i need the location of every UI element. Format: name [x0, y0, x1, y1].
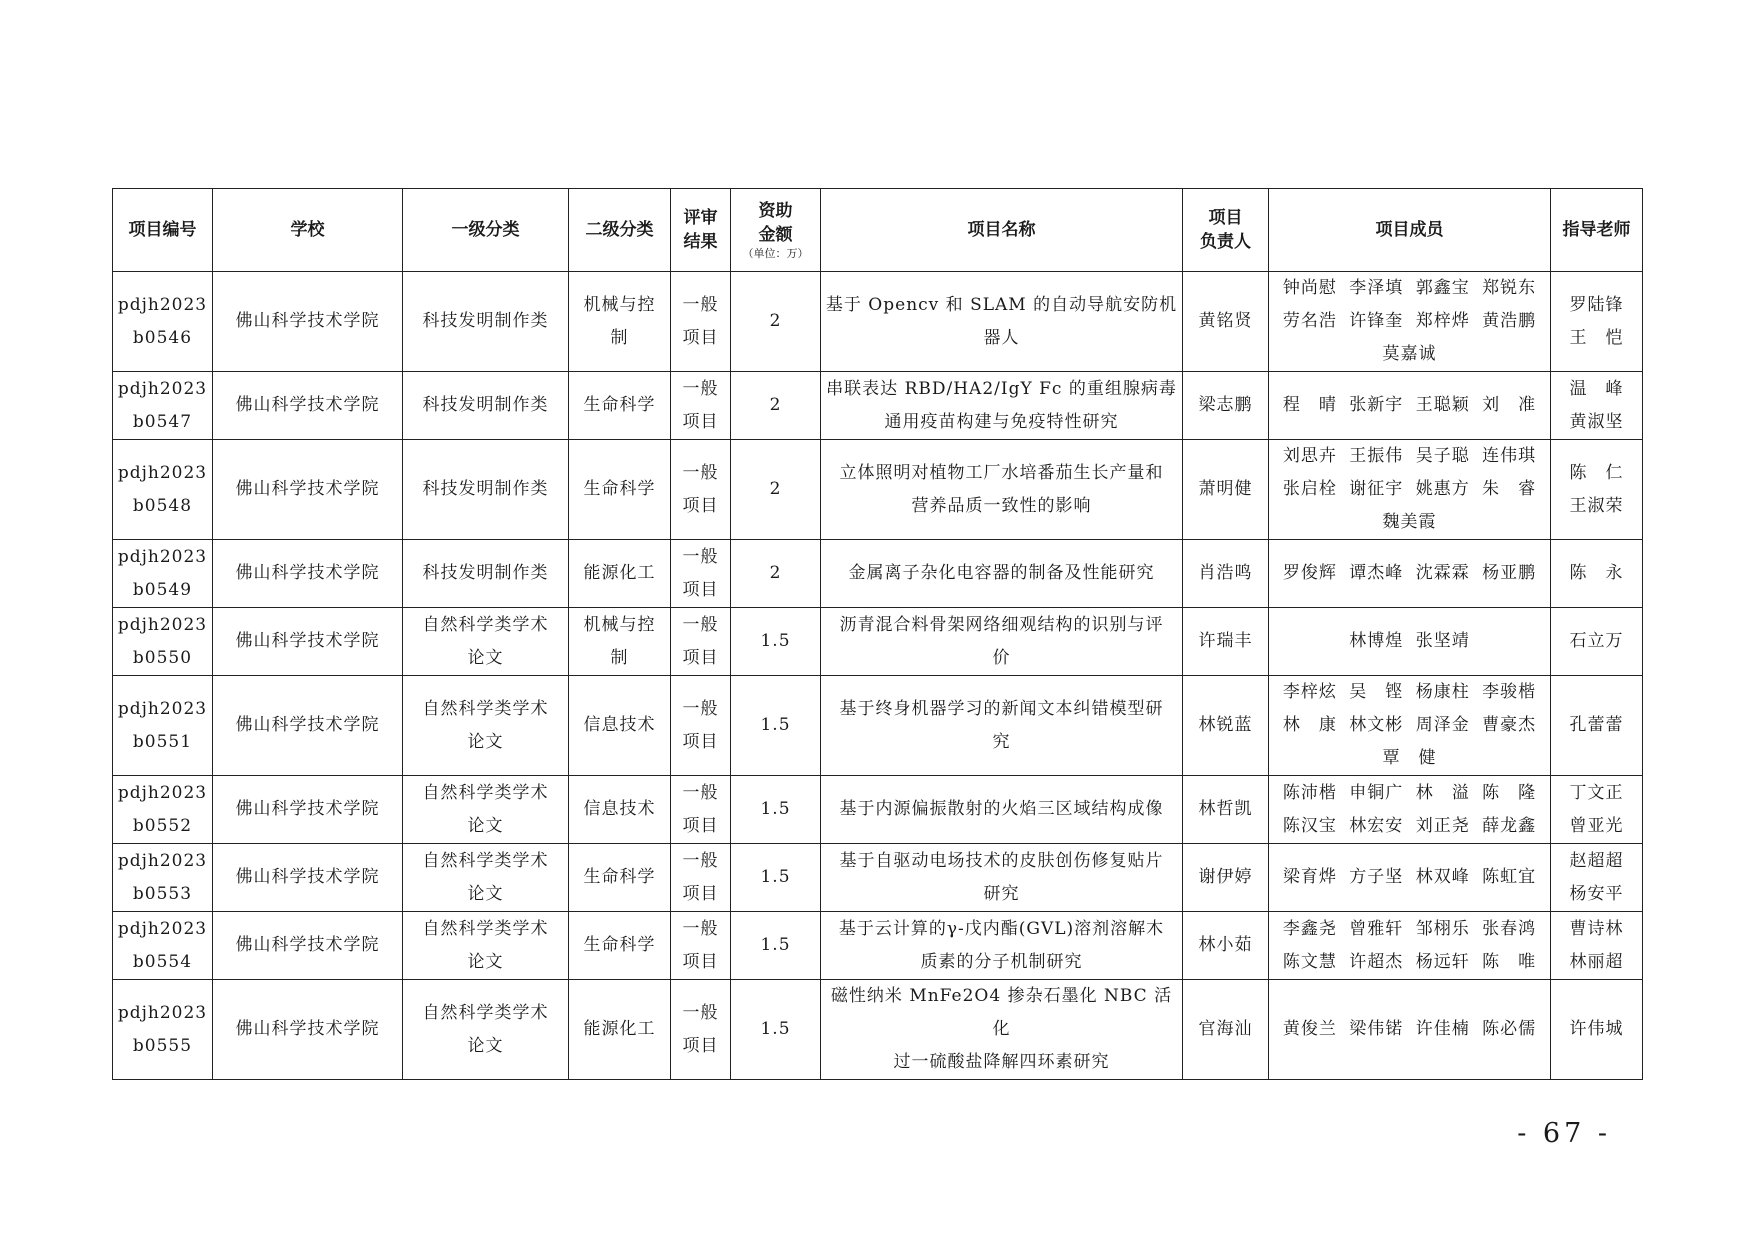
table-row	[113, 372, 1643, 440]
cell-code-line: b0554	[132, 951, 193, 972]
cell-result	[671, 912, 731, 980]
cell-project-name-line: 磁性纳米 MnFe2O4 掺杂石墨化 NBC 活化	[830, 986, 1173, 1039]
cell-code	[113, 912, 213, 980]
cell-project-name	[821, 844, 1183, 912]
cell-members-line: 罗俊辉 谭杰峰 沈霖霖 杨亚鹏	[1282, 563, 1537, 583]
cell-school: 佛山科学技术学院	[213, 776, 403, 844]
cell-category1-line: 论文	[467, 815, 504, 836]
cell-result	[671, 980, 731, 1080]
header-funding	[731, 189, 821, 272]
header-review-result-line: 结果	[683, 232, 718, 252]
cell-result	[671, 272, 731, 372]
cell-school: 佛山科学技术学院	[213, 440, 403, 540]
cell-code-line: pdjh2023	[117, 378, 208, 399]
cell-advisor-line: 温 峰	[1569, 378, 1624, 399]
cell-school: 佛山科学技术学院	[213, 608, 403, 676]
cell-category2-line: 制	[610, 327, 629, 348]
cell-school: 佛山科学技术学院	[213, 540, 403, 608]
header-funding-line: 资助	[758, 201, 793, 221]
cell-category1-line: 论文	[467, 647, 504, 668]
cell-code-line: pdjh2023	[117, 698, 208, 719]
cell-result	[671, 608, 731, 676]
cell-category1	[403, 980, 569, 1080]
cell-advisor	[1551, 912, 1643, 980]
cell-category1-line: 科技发明制作类	[422, 311, 549, 331]
table-row	[113, 440, 1643, 540]
cell-members	[1269, 676, 1551, 776]
cell-project-name-line: 研究	[983, 883, 1020, 904]
cell-category1-line: 自然科学类学术	[422, 698, 549, 719]
cell-category1-line: 科技发明制作类	[422, 395, 549, 415]
cell-advisor	[1551, 676, 1643, 776]
cell-members-line: 陈文慧 许超杰 杨远轩 陈 唯	[1282, 951, 1537, 972]
cell-funding: 2	[731, 272, 821, 372]
cell-project-name	[821, 676, 1183, 776]
cell-code	[113, 776, 213, 844]
cell-members	[1269, 776, 1551, 844]
cell-advisor-line: 杨安平	[1569, 883, 1624, 904]
cell-code-line: b0551	[132, 731, 193, 752]
cell-category1-line: 科技发明制作类	[422, 479, 549, 499]
cell-code-line: b0549	[132, 579, 193, 600]
cell-project-name	[821, 272, 1183, 372]
cell-advisor-line: 孔蕾蕾	[1569, 715, 1624, 735]
cell-result-line: 一般	[682, 294, 719, 315]
cell-leader: 林小茹	[1183, 912, 1269, 980]
cell-category1-line: 科技发明制作类	[422, 563, 549, 583]
cell-category2-line: 制	[610, 647, 629, 668]
cell-result-line: 项目	[682, 327, 719, 348]
cell-category1-line: 论文	[467, 731, 504, 752]
cell-result-line: 一般	[682, 782, 719, 803]
header-review-result-line: 评审	[683, 208, 718, 228]
cell-advisor-line: 王淑荣	[1569, 495, 1624, 516]
cell-result	[671, 776, 731, 844]
cell-members	[1269, 272, 1551, 372]
cell-category2	[569, 776, 671, 844]
cell-code	[113, 372, 213, 440]
cell-project-name-line: 基于终身机器学习的新闻文本纠错模型研	[839, 698, 1164, 719]
cell-members	[1269, 440, 1551, 540]
cell-result-line: 项目	[682, 1035, 719, 1056]
cell-project-name	[821, 540, 1183, 608]
cell-advisor-line: 林丽超	[1569, 951, 1624, 972]
cell-funding: 1.5	[731, 912, 821, 980]
cell-code-line: b0552	[132, 815, 193, 836]
cell-category2	[569, 676, 671, 776]
table-row	[113, 776, 1643, 844]
cell-funding: 1.5	[731, 676, 821, 776]
cell-category2-line: 能源化工	[583, 563, 656, 583]
cell-code-line: pdjh2023	[117, 1002, 208, 1023]
cell-category2-line: 生命科学	[583, 479, 656, 499]
cell-category1	[403, 372, 569, 440]
cell-result	[671, 440, 731, 540]
cell-project-name	[821, 608, 1183, 676]
cell-code-line: pdjh2023	[117, 294, 208, 315]
cell-advisor-line: 黄淑坚	[1569, 411, 1624, 432]
header-funding-unit: （单位：万）	[742, 247, 809, 260]
cell-result-line: 项目	[682, 411, 719, 432]
cell-result	[671, 540, 731, 608]
page-number: - 67 -	[1517, 1118, 1611, 1149]
cell-code-line: b0548	[132, 495, 193, 516]
cell-category1-line: 自然科学类学术	[422, 614, 549, 635]
cell-school: 佛山科学技术学院	[213, 676, 403, 776]
cell-project-name-line: 金属离子杂化电容器的制备及性能研究	[848, 563, 1155, 583]
cell-category2	[569, 608, 671, 676]
cell-members	[1269, 980, 1551, 1080]
cell-category2-line: 能源化工	[583, 1019, 656, 1039]
header-school: 学校	[213, 189, 403, 272]
table-row	[113, 912, 1643, 980]
cell-members-line: 陈沛楷 申铜广 林 溢 陈 隆	[1282, 782, 1537, 803]
cell-code-line: pdjh2023	[117, 614, 208, 635]
cell-funding: 2	[731, 540, 821, 608]
cell-project-name-line: 立体照明对植物工厂水培番茄生长产量和	[839, 462, 1164, 483]
cell-code-line: pdjh2023	[117, 462, 208, 483]
cell-category1-line: 自然科学类学术	[422, 782, 549, 803]
cell-advisor-line: 赵超超	[1569, 850, 1624, 871]
cell-code-line: pdjh2023	[117, 850, 208, 871]
cell-members-line: 程 晴 张新宇 王聪颖 刘 准	[1282, 395, 1537, 415]
cell-advisor-line: 许伟城	[1569, 1019, 1624, 1039]
cell-category1-line: 自然科学类学术	[422, 1002, 549, 1023]
cell-funding: 1.5	[731, 608, 821, 676]
cell-advisor	[1551, 372, 1643, 440]
cell-leader: 林哲凯	[1183, 776, 1269, 844]
cell-category1-line: 论文	[467, 883, 504, 904]
cell-category2-line: 机械与控	[583, 614, 656, 635]
cell-project-name	[821, 372, 1183, 440]
cell-result-line: 一般	[682, 918, 719, 939]
cell-advisor	[1551, 272, 1643, 372]
cell-advisor	[1551, 980, 1643, 1080]
cell-project-name-line: 器人	[983, 327, 1020, 348]
table-row	[113, 980, 1643, 1080]
cell-category1	[403, 540, 569, 608]
cell-advisor-line: 曾亚光	[1569, 815, 1624, 836]
cell-members-line: 张启栓 谢征宇 姚惠方 朱 睿	[1282, 479, 1537, 499]
cell-members	[1269, 372, 1551, 440]
cell-members-line: 林 康 林文彬 周泽金 曹豪杰	[1282, 715, 1537, 735]
cell-result-line: 项目	[682, 579, 719, 600]
cell-code-line: b0550	[132, 647, 193, 668]
cell-project-name-line: 串联表达 RBD/HA2/IgY Fc 的重组腺病毒	[826, 378, 1177, 399]
cell-result-line: 一般	[682, 698, 719, 719]
cell-project-name-line: 究	[992, 731, 1011, 752]
cell-advisor-line: 丁文正	[1569, 782, 1624, 803]
cell-advisor	[1551, 440, 1643, 540]
cell-funding: 1.5	[731, 844, 821, 912]
cell-code-line: pdjh2023	[117, 918, 208, 939]
cell-advisor	[1551, 776, 1643, 844]
cell-category1-line: 自然科学类学术	[422, 850, 549, 871]
cell-code-line: b0555	[132, 1035, 193, 1056]
cell-code	[113, 540, 213, 608]
cell-code-line: b0553	[132, 883, 193, 904]
cell-result-line: 一般	[682, 546, 719, 567]
cell-members-line: 李鑫尧 曾雅轩 邹栩乐 张春鸿	[1282, 918, 1537, 939]
cell-leader: 官海汕	[1183, 980, 1269, 1080]
cell-category1	[403, 440, 569, 540]
header-leader-line: 负责人	[1200, 232, 1251, 252]
cell-category2-line: 机械与控	[583, 294, 656, 315]
cell-project-name-line: 质素的分子机制研究	[920, 951, 1083, 972]
cell-members-line: 黄俊兰 梁伟锘 许佳楠 陈必儒	[1282, 1019, 1537, 1039]
cell-category2	[569, 980, 671, 1080]
cell-members	[1269, 540, 1551, 608]
cell-category2-line: 生命科学	[583, 867, 656, 887]
cell-code	[113, 844, 213, 912]
cell-members-line: 覃 健	[1382, 748, 1437, 768]
cell-category1	[403, 776, 569, 844]
cell-category1-line: 论文	[467, 951, 504, 972]
cell-school: 佛山科学技术学院	[213, 372, 403, 440]
cell-leader: 肖浩鸣	[1183, 540, 1269, 608]
cell-project-name-line: 基于内源偏振散射的火焰三区域结构成像	[839, 799, 1164, 819]
cell-members-line: 林博煌 张坚靖	[1349, 631, 1470, 651]
cell-category2	[569, 912, 671, 980]
cell-members-line: 陈汉宝 林宏安 刘正尧 薛龙鑫	[1282, 815, 1537, 836]
cell-members	[1269, 608, 1551, 676]
header-category2: 二级分类	[569, 189, 671, 272]
cell-funding: 2	[731, 440, 821, 540]
cell-leader: 林锐蓝	[1183, 676, 1269, 776]
table-row	[113, 676, 1643, 776]
cell-code-line: pdjh2023	[117, 546, 208, 567]
cell-result-line: 一般	[682, 850, 719, 871]
cell-funding: 2	[731, 372, 821, 440]
cell-members-line: 梁育烨 方子坚 林双峰 陈虹宜	[1282, 867, 1537, 887]
cell-project-name-line: 基于云计算的γ-戊内酯(GVL)溶剂溶解木	[838, 918, 1165, 939]
cell-code-line: b0547	[132, 411, 193, 432]
cell-result-line: 一般	[682, 614, 719, 635]
cell-result-line: 项目	[682, 951, 719, 972]
cell-members-line: 劳名浩 许锋奎 郑梓烨 黄浩鹏	[1282, 311, 1537, 331]
cell-leader: 许瑞丰	[1183, 608, 1269, 676]
cell-category2	[569, 440, 671, 540]
cell-code	[113, 608, 213, 676]
cell-result	[671, 372, 731, 440]
cell-advisor-line: 陈 仁	[1569, 462, 1624, 483]
cell-leader: 黄铭贤	[1183, 272, 1269, 372]
cell-result	[671, 676, 731, 776]
cell-advisor-line: 曹诗林	[1569, 918, 1624, 939]
cell-members-line: 魏美霞	[1382, 512, 1437, 532]
header-leader-line: 项目	[1208, 208, 1243, 228]
table-row	[113, 844, 1643, 912]
cell-advisor	[1551, 540, 1643, 608]
header-project-name: 项目名称	[821, 189, 1183, 272]
cell-category2	[569, 272, 671, 372]
cell-result-line: 项目	[682, 731, 719, 752]
cell-category1	[403, 912, 569, 980]
cell-code-line: pdjh2023	[117, 782, 208, 803]
cell-code	[113, 272, 213, 372]
cell-project-name-line: 通用疫苗构建与免疫特性研究	[884, 411, 1119, 432]
cell-members	[1269, 912, 1551, 980]
header-code: 项目编号	[113, 189, 213, 272]
cell-leader: 梁志鹏	[1183, 372, 1269, 440]
cell-project-name	[821, 980, 1183, 1080]
cell-category2	[569, 540, 671, 608]
cell-result-line: 项目	[682, 815, 719, 836]
cell-advisor-line: 罗陆锋	[1569, 294, 1624, 315]
header-row	[113, 189, 1643, 272]
cell-result-line: 一般	[682, 462, 719, 483]
header-members: 项目成员	[1269, 189, 1551, 272]
table-row	[113, 540, 1643, 608]
cell-project-name-line: 过一硫酸盐降解四环素研究	[893, 1052, 1110, 1072]
cell-category2-line: 生命科学	[583, 935, 656, 955]
cell-result-line: 项目	[682, 647, 719, 668]
cell-category1	[403, 676, 569, 776]
cell-result-line: 一般	[682, 378, 719, 399]
cell-project-name	[821, 440, 1183, 540]
cell-category1-line: 论文	[467, 1035, 504, 1056]
cell-project-name-line: 基于 Opencv 和 SLAM 的自动导航安防机	[825, 294, 1178, 315]
header-leader	[1183, 189, 1269, 272]
header-advisor: 指导老师	[1551, 189, 1643, 272]
cell-project-name	[821, 912, 1183, 980]
cell-category1	[403, 272, 569, 372]
cell-category1	[403, 608, 569, 676]
cell-result	[671, 844, 731, 912]
cell-project-name-line: 基于自驱动电场技术的皮肤创伤修复贴片	[839, 850, 1164, 871]
header-funding-line: 金额	[758, 225, 793, 245]
cell-members	[1269, 844, 1551, 912]
header-category1: 一级分类	[403, 189, 569, 272]
cell-category1	[403, 844, 569, 912]
cell-project-name	[821, 776, 1183, 844]
cell-category2-line: 信息技术	[583, 715, 656, 735]
cell-result-line: 项目	[682, 495, 719, 516]
table-row	[113, 272, 1643, 372]
cell-leader: 萧明健	[1183, 440, 1269, 540]
cell-advisor-line: 王 恺	[1569, 327, 1624, 348]
cell-code	[113, 676, 213, 776]
cell-school: 佛山科学技术学院	[213, 912, 403, 980]
cell-school: 佛山科学技术学院	[213, 272, 403, 372]
cell-funding: 1.5	[731, 776, 821, 844]
cell-category2-line: 生命科学	[583, 395, 656, 415]
cell-advisor	[1551, 844, 1643, 912]
cell-advisor	[1551, 608, 1643, 676]
table-row	[113, 608, 1643, 676]
header-review-result	[671, 189, 731, 272]
cell-members-line: 钟尚慰 李泽填 郭鑫宝 郑锐东	[1282, 278, 1537, 298]
cell-category2	[569, 372, 671, 440]
cell-category2	[569, 844, 671, 912]
cell-members-line: 刘思卉 王振伟 吴子聪 连伟琪	[1282, 446, 1537, 466]
cell-members-line: 莫嘉诚	[1382, 344, 1437, 364]
cell-project-name-line: 价	[992, 647, 1011, 668]
cell-project-name-line: 营养品质一致性的影响	[911, 495, 1092, 516]
cell-project-name-line: 沥青混合料骨架网络细观结构的识别与评	[839, 614, 1164, 635]
cell-category1-line: 自然科学类学术	[422, 918, 549, 939]
cell-advisor-line: 陈 永	[1569, 563, 1624, 583]
table-body	[113, 272, 1643, 1080]
cell-code	[113, 980, 213, 1080]
cell-advisor-line: 石立万	[1569, 631, 1624, 651]
cell-school: 佛山科学技术学院	[213, 844, 403, 912]
cell-school: 佛山科学技术学院	[213, 980, 403, 1080]
project-table	[112, 188, 1643, 1080]
cell-result-line: 一般	[682, 1002, 719, 1023]
cell-funding: 1.5	[731, 980, 821, 1080]
cell-code	[113, 440, 213, 540]
cell-category2-line: 信息技术	[583, 799, 656, 819]
cell-leader: 谢伊婷	[1183, 844, 1269, 912]
cell-code-line: b0546	[132, 327, 193, 348]
cell-members-line: 李梓炫 吴 铿 杨康柱 李骏楷	[1282, 682, 1537, 702]
cell-result-line: 项目	[682, 883, 719, 904]
